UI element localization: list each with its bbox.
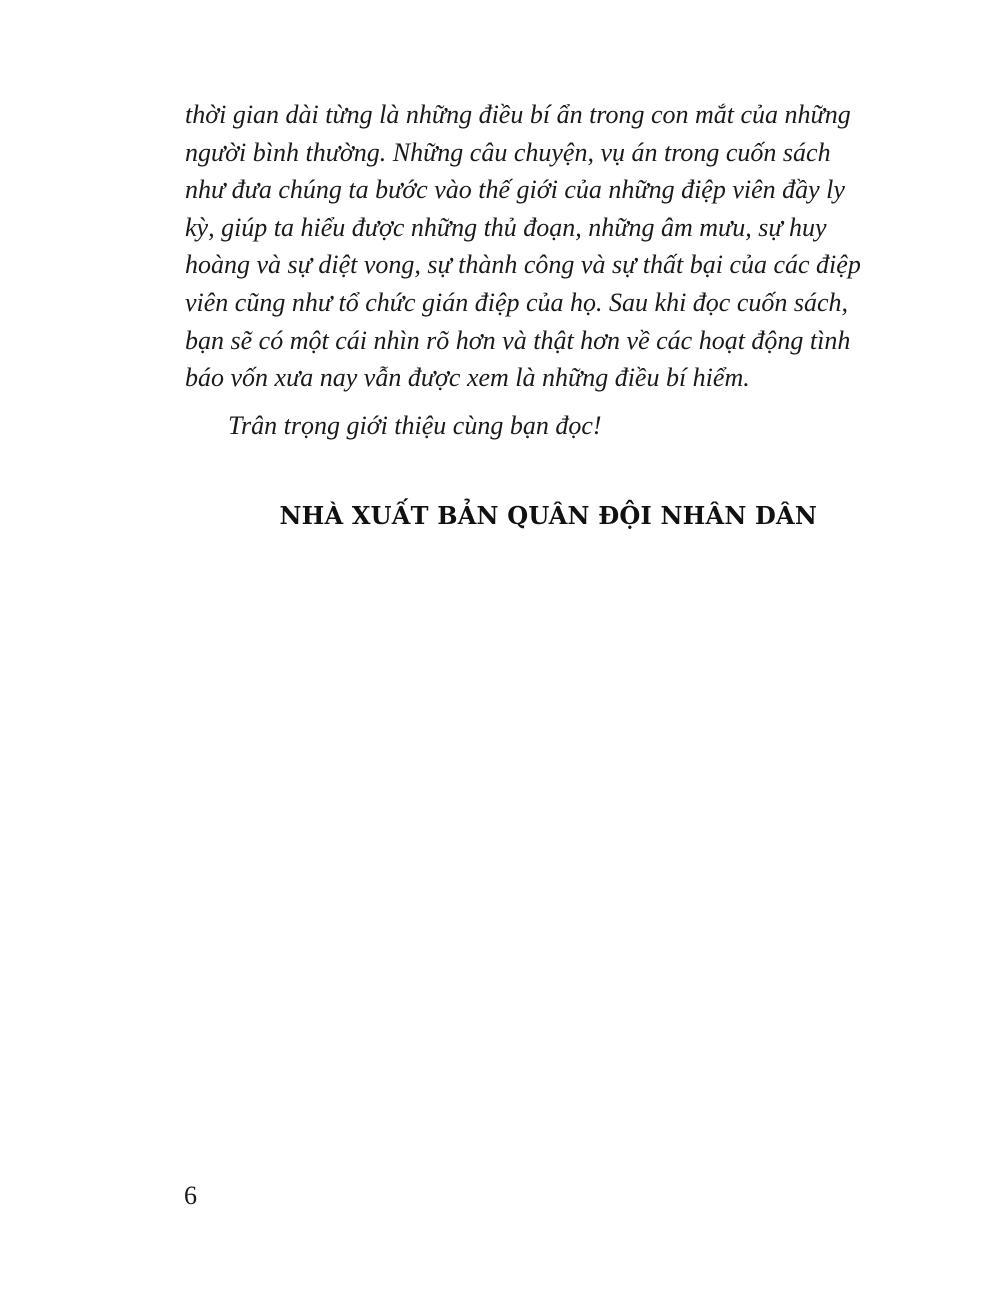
paragraph-line: như đưa chúng ta bước vào thế giới của những điệp viên đầy ly [185,175,845,205]
page-number: 6 [184,1181,197,1210]
paragraph-line: thời gian dài từng là những điều bí ẩn trong con mắt của những [185,100,851,129]
paragraph-line: người bình thường. Những câu chuyện, vụ án trong cuốn sách [185,137,831,167]
paragraph-line: viên cũng như tổ chức gián điệp của họ. Sau khi đọc cuốn sách, [185,287,849,317]
paragraph-line: hoàng và sự diệt vong, sự thành công và sự thất bại của các điệp [185,250,861,280]
body-paragraph [185,96,861,397]
publisher-signature: NHÀ XUẤT BẢN QUÂN ĐỘI NHÂN DÂN [279,501,817,530]
paragraph-line: báo vốn xưa nay vẫn được xem là những điều bí hiểm. [185,363,750,393]
paragraph-line: bạn sẽ có một cái nhìn rõ hơn và thật hơn về các hoạt động tình [185,325,851,355]
closing-line: Trân trọng giới thiệu cùng bạn đọc! [228,411,602,440]
paragraph-line: kỳ, giúp ta hiểu được những thủ đoạn, những âm mưu, sự huy [185,212,827,242]
